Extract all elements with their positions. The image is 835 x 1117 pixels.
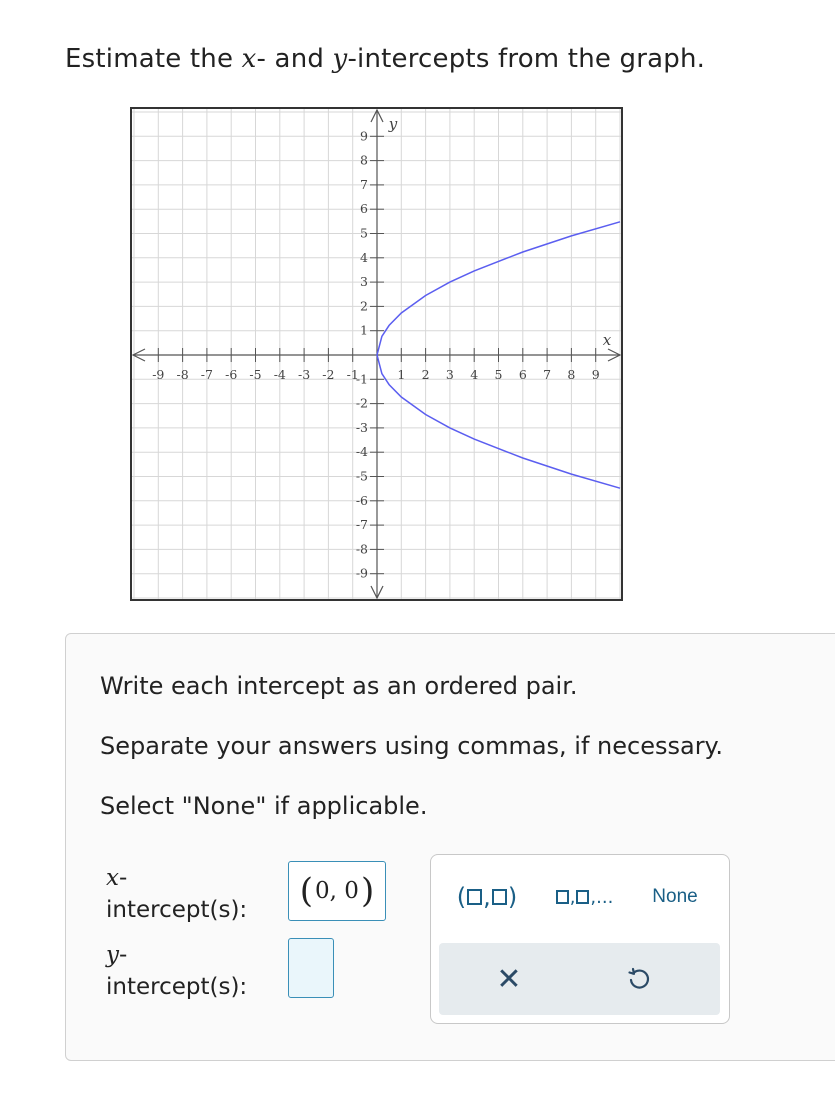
x-tick-label: -1 <box>346 367 359 382</box>
list-ellipsis: ,... <box>590 886 614 908</box>
instruction-line-2: Separate your answers using commas, if necessary. <box>100 732 723 760</box>
instruction-line-1: Write each intercept as an ordered pair. <box>100 672 578 700</box>
x-label-dash: - <box>118 865 128 891</box>
y-tick-label: 2 <box>360 298 368 314</box>
y-tick-label: -9 <box>355 565 368 581</box>
x-tick-label: -4 <box>273 367 286 382</box>
y-tick-label: 1 <box>360 322 368 338</box>
close-icon: ✕ <box>496 961 522 997</box>
pair-comma: , <box>483 883 491 911</box>
question-var-x: x <box>241 44 257 74</box>
y-tick-label: 7 <box>360 176 368 192</box>
question-part: - and <box>256 44 333 74</box>
instruction-line-3: Select "None" if applicable. <box>100 792 428 820</box>
none-button[interactable]: None <box>652 886 698 907</box>
x-tick-label: -9 <box>152 367 165 382</box>
y-tick-label: -3 <box>355 419 368 435</box>
y-label-var: y <box>106 942 119 968</box>
x-tick-label: -2 <box>322 367 335 382</box>
y-tick-label: -2 <box>355 395 368 411</box>
graph <box>130 107 623 601</box>
question-part: Estimate the <box>65 44 242 74</box>
y-tick-label: 6 <box>360 201 368 217</box>
x-tick-label: 7 <box>543 367 552 382</box>
x-label-var: x <box>106 865 119 891</box>
pair-close: ) <box>507 883 518 911</box>
y-tick-label: -8 <box>355 541 368 557</box>
x-tick-label: 5 <box>494 367 503 382</box>
placeholder-square-icon <box>556 890 569 904</box>
y-tick-label: 4 <box>360 249 368 265</box>
y-tick-label: -4 <box>355 444 368 460</box>
x-tick-label: -7 <box>200 367 213 382</box>
ordered-pair-button[interactable] <box>443 875 531 919</box>
x-tick-label: 2 <box>421 367 430 382</box>
x-tick-label: -3 <box>298 367 311 382</box>
y-label-text: intercept(s): <box>106 974 248 1000</box>
clear-button[interactable] <box>479 957 539 1001</box>
y-tick-label: 8 <box>360 152 368 168</box>
y-tick-label: -7 <box>355 517 368 533</box>
y-tick-label: -5 <box>355 468 368 484</box>
y-tick-label: 3 <box>360 274 368 290</box>
y-tick-label: -1 <box>355 371 368 387</box>
list-comma: , <box>569 886 576 908</box>
y-label-dash: - <box>119 942 128 968</box>
y-axis-label: y <box>388 115 398 133</box>
x-tick-label: -5 <box>249 367 262 382</box>
x-tick-label: 3 <box>445 367 454 382</box>
pair-open: ( <box>456 883 467 911</box>
y-intercept-label <box>106 939 247 1003</box>
y-tick-label: 9 <box>360 128 368 144</box>
answer-palette <box>430 854 730 1024</box>
x-intercept-input[interactable] <box>288 861 386 921</box>
question-text <box>65 44 705 74</box>
y-tick-label: -6 <box>355 492 368 508</box>
answer-panel <box>65 633 835 1061</box>
placeholder-square-icon <box>467 889 482 905</box>
placeholder-square-icon <box>492 889 507 905</box>
x-tick-label: -6 <box>225 367 238 382</box>
x-intercept-label <box>106 862 247 926</box>
x-tick-label: -8 <box>176 367 189 382</box>
question-part: -intercepts from the graph. <box>347 44 706 74</box>
open-paren: ( <box>299 871 314 911</box>
y-tick-label: 5 <box>360 225 368 241</box>
x-tick-label: 6 <box>518 367 527 382</box>
close-paren: ) <box>360 871 375 911</box>
x-intercept-value: 0, 0 <box>315 878 359 904</box>
x-tick-label: 8 <box>567 367 576 382</box>
undo-button[interactable] <box>609 957 669 1001</box>
x-tick-label: 9 <box>591 367 600 382</box>
palette-actions <box>439 943 720 1015</box>
x-tick-label: 1 <box>397 367 406 382</box>
y-intercept-input[interactable] <box>288 938 334 998</box>
placeholder-square-icon <box>576 890 589 904</box>
graph-svg <box>130 107 623 601</box>
list-button[interactable] <box>539 875 629 919</box>
x-tick-label: 4 <box>470 367 479 382</box>
undo-icon <box>626 966 652 992</box>
question-var-y: y <box>332 44 348 74</box>
x-label-text: intercept(s): <box>106 897 248 923</box>
x-axis-label: x <box>602 331 612 349</box>
